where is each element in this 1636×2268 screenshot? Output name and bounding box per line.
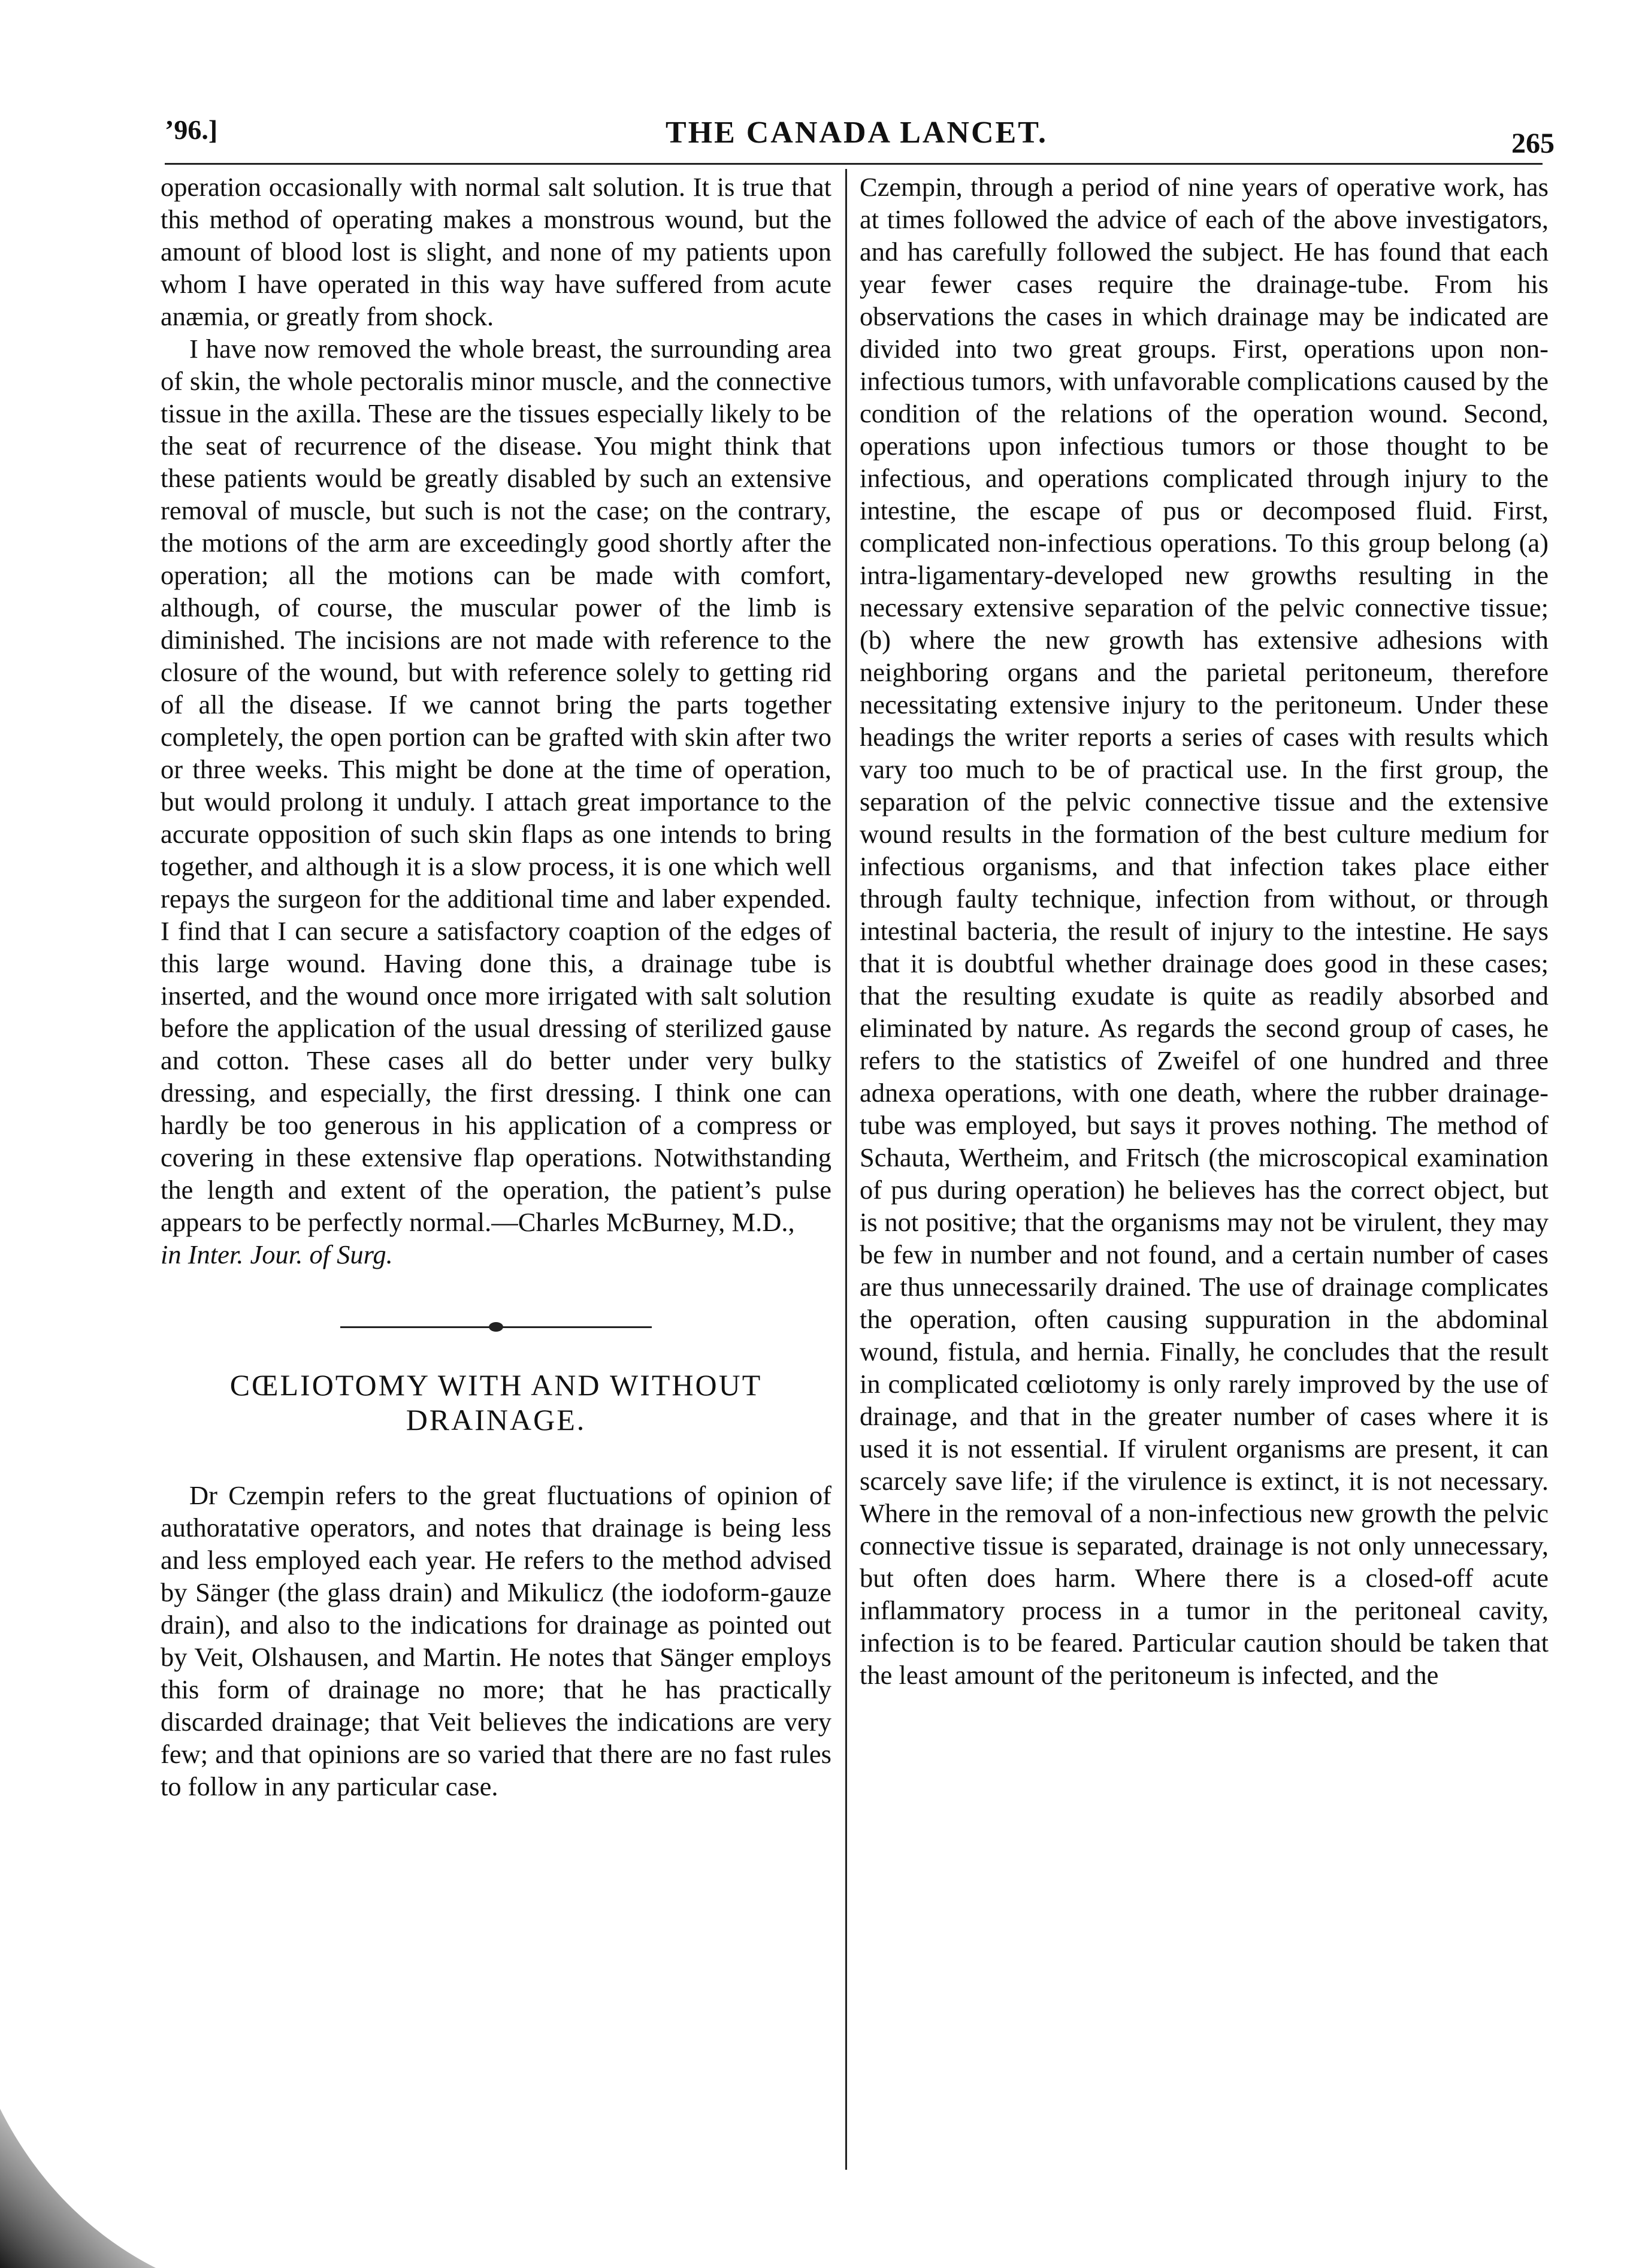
section-title-line-1: CŒLIOTOMY WITH AND WITHOUT	[229, 1368, 763, 1402]
right-paragraph-1: Czempin, through a period of nine years of operative work, has at times followed the advice of each of the above investigators, and has carefully followed the subject. He has found that each year fewer cases require the drainage-tube. From his observations the cases in which drainage may be indicated are divided into two great groups. First, operations upon non-infectious tumors, with unfavorable complications caused by the condition of the relations of the operation wound. Second, operations upon infectious tumors or those thought to be infectious, and operations complicated through injury to the intestine, the escape of pus or decomposed fluid. First, complicated non-infectious operations. To this group belong (a) intra-ligamentary-developed new growths resulting in the necessary extensive separation of the pelvic connective tissue; (b) where the new growth has extensive adhesions with neighboring organs and the parietal peritoneum, therefore necessitating extensive injury to the peritoneum. Under these headings the writer reports a series of cases with results which vary too much to be of practical use. In the first group, the separation of the pelvic connective tissue and the extensive wound results in the formation of the best culture medium for infectious organisms, and that infection takes place either through faulty technique, infection from without, or through intestinal bacteria, the result of injury to the intestine. He says that it is doubtful whether drainage does good in these cases; that the resulting exudate is quite as readily absorbed and eliminated by nature. As regards the second group of cases, he refers to the statistics of Zweifel of one hundred and three adnexa operations, with one death, where the rubber drainage-tube was employed, but says it proves nothing. The method of Schauta, Wertheim, and Fritsch (the microscopical examination of pus during operation) he believes has the correct object, but is not positive; that the organisms may not be virulent, they may be few in number and not found, and a certain number of cases are thus unnecessarily drained. The use of drainage complicates the operation, often causing suppuration in the abdominal wound, fistula, and hernia. Finally, he concludes that the result in complicated cœliotomy is only rarely improved by the use of drainage, and that in the greater number of cases where it is used it is not essential. If virulent organisms are present, it can scarcely save life; if the virulence is extinct, it is not necessary. Where in the removal of a non-infectious new growth the pelvic connective tissue is separated, drainage is not only unnecessary, but often does harm. Where there is a closed-off acute inflammatory process in a tumor in the peritoneal cavity, infection is to be feared. Particular caution should be taken that the least amount of the peritoneum is infected, and the	[860, 172, 1549, 1690]
header-rule	[165, 163, 1543, 165]
section-title-line-2: DRAINAGE.	[406, 1403, 586, 1437]
left-paragraph-1: operation occasionally with normal salt solution. It is true that this method of operating makes a monstrous wound, but the amount of blood lost is slight, and none of my patients upon whom I have operated in this way have suffered from acute anæmia, or greatly from shock.	[161, 172, 831, 331]
page-corner-shadow	[0, 2109, 156, 2268]
column-divider	[845, 169, 847, 2170]
right-column	[860, 171, 1549, 1691]
page-number: 265	[1511, 128, 1555, 159]
section-divider	[340, 1319, 652, 1335]
section-title	[161, 1368, 831, 1437]
left-paragraph-2: I have now removed the whole breast, the surrounding area of skin, the whole pectoralis minor muscle, and the connective tissue in the axilla. These are the tissues especially likely to be the seat of recurrence of the disease. You might think that these patients would be greatly disabled by such an extensive removal of muscle, but such is not the case; on the contrary, the motions of the arm are exceedingly good shortly after the operation; all the motions can be made with comfort, although, of course, the muscular power of the limb is diminished. The incisions are not made with reference to the closure of the wound, but with reference solely to getting rid of all the disease. If we cannot bring the parts together completely, the open portion can be grafted with skin after two or three weeks. This might be done at the time of operation, but would prolong it unduly. I attach great importance to the accurate opposition of such skin flaps as one intends to bring together, and although it is a slow process, it is one which well repays the surgeon for the additional time and laber expended. I find that I can secure a satisfactory coaption of the edges of this large wound. Having done this, a drainage tube is inserted, and the wound once more irrigated with salt solution before the application of the usual dressing of sterilized gause and cotton. These cases all do better under very bulky dressing, and especially, the first dressing. I think one can hardly be too generous in his application of a compress or covering in these extensive flap operations. Notwithstanding the length and extent of the operation, the patient’s pulse appears to be perfectly normal.—Charles McBurney, M.D.,	[161, 334, 831, 1237]
journal-title: THE CANADA LANCET.	[665, 116, 1048, 150]
header-year: ’96.]	[165, 114, 218, 145]
citation: in Inter. Jour. of Surg.	[161, 1239, 393, 1269]
left-column	[161, 171, 831, 1803]
running-header	[165, 109, 1555, 159]
left-paragraph-3: Dr Czempin refers to the great fluctuations of opinion of authoratative operators, and notes that drainage is being less and less employed each year. He refers to the method advised by Sänger (the glass drain) and Mikulicz (the iodoform-gauze drain), and also to the indications for drainage as pointed out by Veit, Olshausen, and Martin. He notes that Sänger employs this form of drainage no more; that he has practically discarded drainage; that Veit believes the indications are very few; and that opinions are so varied that there are no fast rules to follow in any particular case.	[161, 1480, 831, 1801]
divider-ornament	[489, 1322, 503, 1332]
